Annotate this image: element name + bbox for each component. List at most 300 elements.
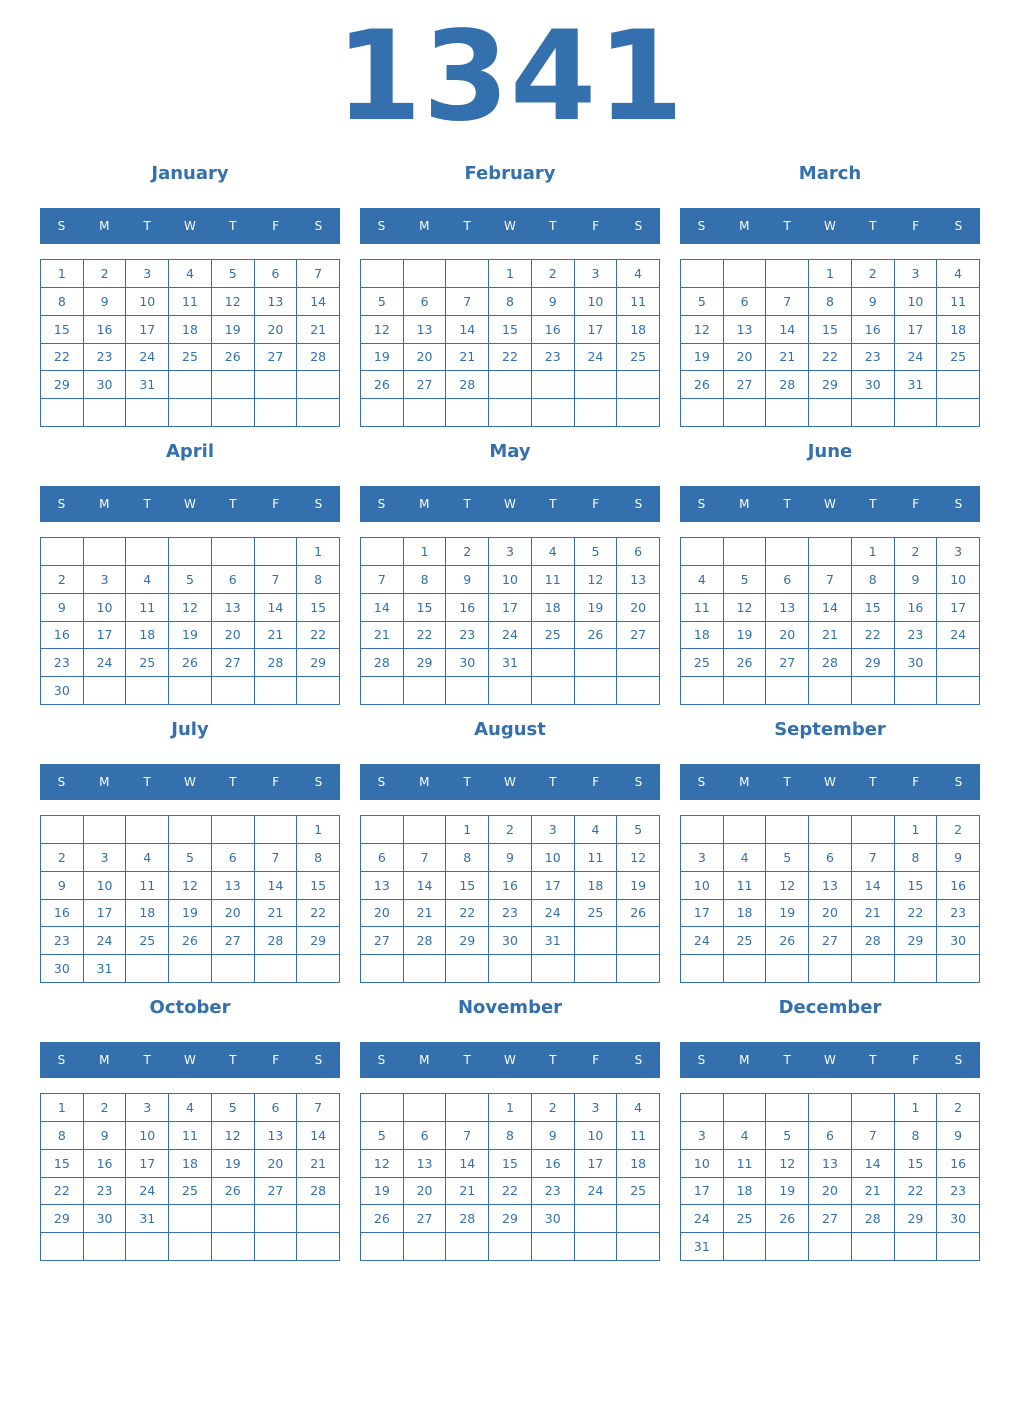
empty-day-cell — [575, 399, 618, 427]
empty-day-cell — [617, 955, 660, 983]
day-cell: 17 — [937, 594, 980, 622]
empty-day-cell — [84, 538, 127, 566]
weekday-label: S — [954, 497, 963, 511]
day-cell: 18 — [169, 1150, 212, 1178]
day-cell: 4 — [724, 1122, 767, 1150]
empty-day-cell — [169, 538, 212, 566]
day-cell: 3 — [84, 844, 127, 872]
day-cell: 15 — [41, 1150, 84, 1178]
day-cell: 28 — [852, 927, 895, 955]
empty-day-cell — [126, 1233, 169, 1261]
day-cell: 7 — [297, 1094, 340, 1122]
day-cell: 1 — [489, 1094, 532, 1122]
empty-day-cell — [852, 1094, 895, 1122]
day-cell: 20 — [809, 1178, 852, 1206]
day-cell: 16 — [41, 900, 84, 928]
empty-day-cell — [446, 1233, 489, 1261]
day-cell: 23 — [446, 622, 489, 650]
day-cell: 4 — [126, 566, 169, 594]
day-cell: 3 — [489, 538, 532, 566]
day-cell: 5 — [361, 288, 404, 316]
day-cell: 29 — [895, 927, 938, 955]
day-cell: 19 — [361, 344, 404, 372]
day-cell: 20 — [212, 900, 255, 928]
month-title: April — [165, 441, 215, 462]
day-cell: 5 — [617, 816, 660, 844]
empty-day-cell — [489, 371, 532, 399]
day-cell: 28 — [361, 649, 404, 677]
empty-day-cell — [681, 677, 724, 705]
day-cell: 9 — [937, 1122, 980, 1150]
day-cell: 20 — [766, 622, 809, 650]
day-cell: 2 — [937, 1094, 980, 1122]
empty-day-cell — [212, 399, 255, 427]
empty-day-cell — [361, 1233, 404, 1261]
empty-day-cell — [724, 677, 767, 705]
day-cell: 9 — [532, 1122, 575, 1150]
weekday-label: W — [184, 497, 196, 511]
empty-day-cell — [84, 1233, 127, 1261]
empty-day-cell — [766, 816, 809, 844]
day-cell: 31 — [895, 371, 938, 399]
day-cell: 10 — [489, 566, 532, 594]
empty-day-cell — [255, 1205, 298, 1233]
day-cell: 7 — [404, 844, 447, 872]
day-cell: 10 — [895, 288, 938, 316]
weekday-label: W — [824, 219, 836, 233]
empty-day-cell — [255, 816, 298, 844]
day-cell: 24 — [84, 927, 127, 955]
weekday-label: F — [912, 497, 920, 511]
empty-day-cell — [575, 649, 618, 677]
day-cell: 9 — [84, 288, 127, 316]
weekday-label: W — [184, 1053, 196, 1067]
day-cell: 15 — [489, 1150, 532, 1178]
weekday-label: F — [912, 219, 920, 233]
day-cell: 25 — [126, 649, 169, 677]
day-cell: 2 — [84, 260, 127, 288]
weekday-label: T — [143, 1053, 151, 1067]
day-cell: 7 — [255, 566, 298, 594]
day-cell: 30 — [532, 1205, 575, 1233]
day-cell: 20 — [404, 344, 447, 372]
empty-day-cell — [404, 677, 447, 705]
empty-day-cell — [681, 816, 724, 844]
empty-day-cell — [297, 677, 340, 705]
day-cell: 22 — [895, 1178, 938, 1206]
weekday-label: S — [697, 497, 706, 511]
day-cell: 21 — [809, 622, 852, 650]
weekday-label: F — [592, 497, 600, 511]
weekday-label: F — [272, 497, 280, 511]
day-grid — [360, 259, 660, 427]
day-cell: 14 — [255, 594, 298, 622]
day-cell: 25 — [169, 1178, 212, 1206]
day-cell: 21 — [852, 900, 895, 928]
day-cell: 3 — [681, 1122, 724, 1150]
day-cell: 24 — [937, 622, 980, 650]
day-cell: 25 — [532, 622, 575, 650]
weekday-label: W — [824, 1053, 836, 1067]
day-cell: 23 — [532, 1178, 575, 1206]
day-cell: 13 — [404, 316, 447, 344]
day-cell: 27 — [404, 371, 447, 399]
weekday-label: T — [143, 497, 151, 511]
empty-day-cell — [489, 955, 532, 983]
day-cell: 5 — [169, 566, 212, 594]
empty-day-cell — [575, 1205, 618, 1233]
day-cell: 5 — [212, 260, 255, 288]
empty-day-cell — [297, 371, 340, 399]
day-cell: 24 — [489, 622, 532, 650]
empty-day-cell — [84, 816, 127, 844]
day-cell: 20 — [724, 344, 767, 372]
weekday-label: S — [697, 1053, 706, 1067]
empty-day-cell — [169, 677, 212, 705]
day-cell: 25 — [126, 927, 169, 955]
empty-day-cell — [404, 1233, 447, 1261]
weekday-label: F — [272, 219, 280, 233]
day-cell: 17 — [126, 316, 169, 344]
empty-day-cell — [617, 1233, 660, 1261]
day-cell: 25 — [617, 344, 660, 372]
day-cell: 21 — [766, 344, 809, 372]
day-cell: 9 — [937, 844, 980, 872]
empty-day-cell — [532, 649, 575, 677]
day-cell: 24 — [84, 649, 127, 677]
day-cell: 12 — [575, 566, 618, 594]
day-cell: 3 — [575, 1094, 618, 1122]
day-cell: 19 — [212, 316, 255, 344]
day-cell: 22 — [404, 622, 447, 650]
day-cell: 13 — [766, 594, 809, 622]
weekday-label: S — [57, 775, 66, 789]
weekday-label: M — [739, 497, 750, 511]
empty-day-cell — [809, 538, 852, 566]
empty-day-cell — [489, 399, 532, 427]
day-cell: 20 — [255, 1150, 298, 1178]
day-cell: 30 — [446, 649, 489, 677]
day-cell: 16 — [532, 1150, 575, 1178]
empty-day-cell — [212, 955, 255, 983]
day-cell: 29 — [895, 1205, 938, 1233]
weekday-label: S — [377, 775, 386, 789]
day-cell: 3 — [895, 260, 938, 288]
empty-day-cell — [766, 955, 809, 983]
day-cell: 3 — [532, 816, 575, 844]
empty-day-cell — [212, 371, 255, 399]
weekday-label: S — [377, 497, 386, 511]
day-cell: 26 — [724, 649, 767, 677]
day-cell: 6 — [404, 1122, 447, 1150]
weekday-label: F — [592, 775, 600, 789]
day-cell: 13 — [809, 872, 852, 900]
day-cell: 5 — [766, 1122, 809, 1150]
empty-day-cell — [255, 677, 298, 705]
day-cell: 13 — [212, 872, 255, 900]
weekday-label: F — [912, 775, 920, 789]
empty-day-cell — [937, 955, 980, 983]
day-cell: 19 — [617, 872, 660, 900]
empty-day-cell — [489, 1233, 532, 1261]
day-cell: 30 — [937, 1205, 980, 1233]
empty-day-cell — [361, 677, 404, 705]
day-cell: 8 — [489, 288, 532, 316]
empty-day-cell — [575, 1233, 618, 1261]
weekday-label: W — [504, 497, 516, 511]
day-cell: 30 — [41, 955, 84, 983]
weekday-header — [40, 486, 340, 522]
day-cell: 26 — [681, 371, 724, 399]
empty-day-cell — [212, 1233, 255, 1261]
day-cell: 4 — [169, 1094, 212, 1122]
day-cell: 24 — [681, 1205, 724, 1233]
day-cell: 30 — [489, 927, 532, 955]
empty-day-cell — [404, 955, 447, 983]
day-cell: 20 — [361, 900, 404, 928]
empty-day-cell — [361, 955, 404, 983]
day-cell: 19 — [169, 622, 212, 650]
day-cell: 22 — [895, 900, 938, 928]
empty-day-cell — [724, 1094, 767, 1122]
weekday-label: T — [143, 219, 151, 233]
weekday-label: F — [912, 1053, 920, 1067]
empty-day-cell — [297, 399, 340, 427]
day-cell: 11 — [681, 594, 724, 622]
day-cell: 21 — [852, 1178, 895, 1206]
empty-day-cell — [446, 260, 489, 288]
empty-day-cell — [126, 955, 169, 983]
day-cell: 23 — [937, 1178, 980, 1206]
empty-day-cell — [575, 677, 618, 705]
month-title: March — [798, 163, 862, 184]
weekday-label: W — [504, 1053, 516, 1067]
day-cell: 4 — [724, 844, 767, 872]
day-cell: 15 — [446, 872, 489, 900]
day-cell: 17 — [84, 622, 127, 650]
day-cell: 12 — [169, 872, 212, 900]
day-cell: 21 — [446, 344, 489, 372]
month-title: October — [149, 997, 231, 1018]
day-cell: 31 — [681, 1233, 724, 1261]
day-cell: 23 — [84, 344, 127, 372]
month-title: December — [778, 997, 882, 1018]
empty-day-cell — [809, 955, 852, 983]
weekday-label: F — [592, 1053, 600, 1067]
day-cell: 10 — [84, 594, 127, 622]
day-cell: 3 — [84, 566, 127, 594]
weekday-label: W — [824, 497, 836, 511]
weekday-label: T — [549, 497, 557, 511]
day-cell: 24 — [575, 344, 618, 372]
day-cell: 15 — [41, 316, 84, 344]
day-cell: 7 — [361, 566, 404, 594]
day-cell: 15 — [852, 594, 895, 622]
day-cell: 1 — [297, 816, 340, 844]
day-cell: 17 — [575, 316, 618, 344]
day-cell: 13 — [255, 288, 298, 316]
day-cell: 12 — [361, 1150, 404, 1178]
day-cell: 10 — [84, 872, 127, 900]
day-cell: 26 — [766, 1205, 809, 1233]
day-cell: 1 — [895, 1094, 938, 1122]
day-cell: 5 — [169, 844, 212, 872]
empty-day-cell — [724, 1233, 767, 1261]
day-cell: 22 — [489, 1178, 532, 1206]
empty-day-cell — [724, 538, 767, 566]
empty-day-cell — [575, 955, 618, 983]
empty-day-cell — [84, 677, 127, 705]
weekday-label: T — [229, 1053, 237, 1067]
day-cell: 21 — [255, 622, 298, 650]
day-cell: 10 — [575, 288, 618, 316]
day-cell: 27 — [404, 1205, 447, 1233]
empty-day-cell — [681, 260, 724, 288]
empty-day-cell — [724, 399, 767, 427]
day-cell: 6 — [212, 844, 255, 872]
weekday-label: T — [869, 775, 877, 789]
day-cell: 13 — [404, 1150, 447, 1178]
day-cell: 18 — [617, 316, 660, 344]
day-cell: 20 — [404, 1178, 447, 1206]
day-cell: 25 — [937, 344, 980, 372]
day-cell: 18 — [169, 316, 212, 344]
weekday-label: T — [549, 219, 557, 233]
day-cell: 10 — [681, 872, 724, 900]
empty-day-cell — [446, 955, 489, 983]
day-cell: 10 — [126, 288, 169, 316]
empty-day-cell — [169, 816, 212, 844]
day-cell: 29 — [852, 649, 895, 677]
empty-day-cell — [41, 399, 84, 427]
day-cell: 15 — [404, 594, 447, 622]
day-cell: 16 — [895, 594, 938, 622]
empty-day-cell — [766, 399, 809, 427]
weekday-label: F — [592, 219, 600, 233]
day-cell: 23 — [84, 1178, 127, 1206]
day-cell: 11 — [169, 288, 212, 316]
day-cell: 10 — [937, 566, 980, 594]
day-cell: 9 — [41, 872, 84, 900]
day-cell: 16 — [489, 872, 532, 900]
day-cell: 14 — [446, 316, 489, 344]
day-cell: 1 — [809, 260, 852, 288]
weekday-label: S — [314, 497, 323, 511]
day-cell: 6 — [724, 288, 767, 316]
day-cell: 1 — [446, 816, 489, 844]
day-cell: 15 — [809, 316, 852, 344]
day-cell: 28 — [852, 1205, 895, 1233]
day-cell: 12 — [766, 1150, 809, 1178]
day-cell: 27 — [809, 1205, 852, 1233]
weekday-label: M — [99, 775, 110, 789]
weekday-label: M — [739, 1053, 750, 1067]
weekday-label: T — [463, 775, 471, 789]
day-grid — [680, 1093, 980, 1261]
day-cell: 24 — [895, 344, 938, 372]
day-cell: 11 — [532, 566, 575, 594]
empty-day-cell — [809, 399, 852, 427]
day-cell: 6 — [809, 1122, 852, 1150]
weekday-label: S — [634, 775, 643, 789]
day-cell: 30 — [84, 371, 127, 399]
day-cell: 23 — [489, 900, 532, 928]
day-cell: 13 — [617, 566, 660, 594]
day-grid — [40, 537, 340, 705]
day-cell: 23 — [937, 900, 980, 928]
empty-day-cell — [617, 677, 660, 705]
month-title: November — [457, 997, 563, 1018]
day-cell: 4 — [532, 538, 575, 566]
day-cell: 25 — [724, 1205, 767, 1233]
day-cell: 7 — [297, 260, 340, 288]
day-cell: 19 — [361, 1178, 404, 1206]
day-cell: 9 — [895, 566, 938, 594]
weekday-header — [360, 1042, 660, 1078]
day-cell: 27 — [212, 649, 255, 677]
day-cell: 19 — [169, 900, 212, 928]
day-cell: 4 — [937, 260, 980, 288]
weekday-label: S — [314, 1053, 323, 1067]
day-cell: 24 — [532, 900, 575, 928]
day-cell: 25 — [724, 927, 767, 955]
month-title: February — [464, 163, 556, 184]
day-cell: 18 — [126, 622, 169, 650]
weekday-label: W — [184, 219, 196, 233]
day-cell: 5 — [212, 1094, 255, 1122]
weekday-label: S — [377, 1053, 386, 1067]
day-grid — [40, 815, 340, 983]
day-cell: 11 — [617, 1122, 660, 1150]
day-cell: 14 — [297, 1122, 340, 1150]
day-cell: 23 — [532, 344, 575, 372]
day-cell: 19 — [212, 1150, 255, 1178]
day-cell: 30 — [41, 677, 84, 705]
empty-day-cell — [681, 399, 724, 427]
empty-day-cell — [766, 260, 809, 288]
day-cell: 12 — [212, 1122, 255, 1150]
day-cell: 25 — [681, 649, 724, 677]
day-cell: 21 — [297, 316, 340, 344]
day-cell: 3 — [681, 844, 724, 872]
empty-day-cell — [575, 927, 618, 955]
day-cell: 30 — [84, 1205, 127, 1233]
day-cell: 28 — [297, 344, 340, 372]
empty-day-cell — [809, 1094, 852, 1122]
day-cell: 12 — [169, 594, 212, 622]
empty-day-cell — [895, 399, 938, 427]
day-cell: 11 — [575, 844, 618, 872]
empty-day-cell — [681, 1094, 724, 1122]
day-cell: 8 — [41, 1122, 84, 1150]
empty-day-cell — [532, 677, 575, 705]
day-cell: 27 — [255, 1178, 298, 1206]
weekday-label: S — [634, 1053, 643, 1067]
empty-day-cell — [404, 816, 447, 844]
day-cell: 8 — [297, 566, 340, 594]
day-grid — [680, 815, 980, 983]
weekday-label: S — [314, 775, 323, 789]
weekday-label: M — [99, 219, 110, 233]
day-cell: 7 — [446, 288, 489, 316]
day-grid — [360, 815, 660, 983]
empty-day-cell — [41, 538, 84, 566]
weekday-label: W — [504, 775, 516, 789]
day-cell: 9 — [41, 594, 84, 622]
day-cell: 14 — [766, 316, 809, 344]
weekday-label: M — [739, 219, 750, 233]
day-cell: 16 — [41, 622, 84, 650]
